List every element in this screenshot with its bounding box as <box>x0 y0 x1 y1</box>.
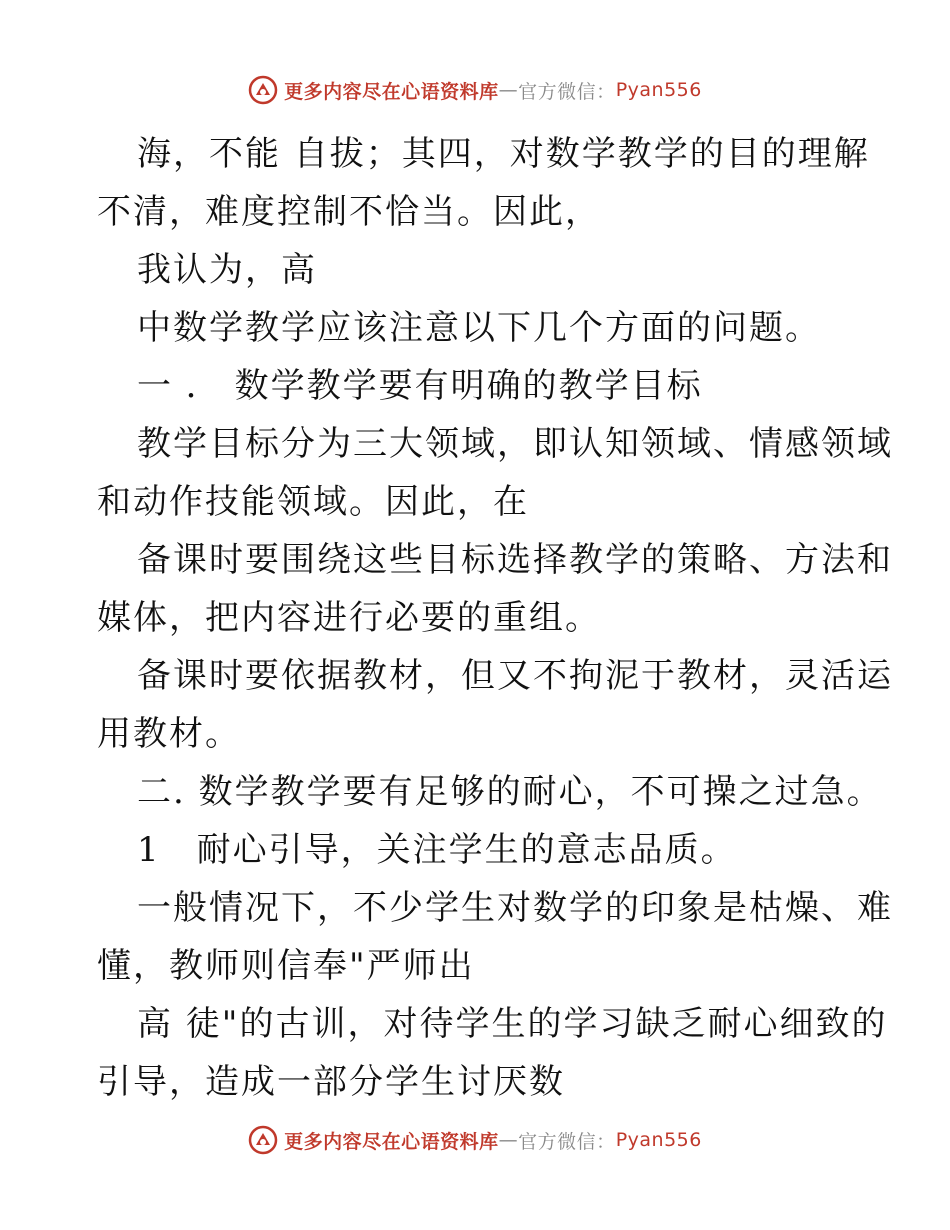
text-line: 一般情况下，不少学生对数学的印象是枯燥、难 <box>137 888 893 928</box>
footer-wechat-label: 官方微信： <box>518 1130 616 1153</box>
header-site-name: 更多内容尽在心语资料库 <box>284 80 499 103</box>
subsection-heading-1: 1 耐心引导，关注学生的意志品质。 <box>137 830 737 870</box>
text-line: 海，不能 自拔；其四，对数学教学的目的理解 <box>137 134 870 174</box>
document-body <box>97 125 893 1111</box>
footer-wechat-account: Pyan556 <box>615 1129 702 1151</box>
text-line: 不清，难度控制不恰当。因此， <box>97 192 601 232</box>
text-line: 引导，造成一部分学生讨厌数 <box>97 1062 565 1102</box>
text-line: 备课时要依据教材，但又不拘泥于教材，灵活运 <box>137 656 893 696</box>
text-line: 和动作技能领域。因此，在 <box>97 482 529 522</box>
text-line: 媒体，把内容进行必要的重组。 <box>97 598 601 638</box>
footer-dash: — <box>498 1129 519 1151</box>
footer-site-name: 更多内容尽在心语资料库 <box>284 1130 499 1153</box>
header-banner <box>0 70 950 110</box>
text-line: 教学目标分为三大领域，即认知领域、情感领域 <box>137 424 893 464</box>
header-wechat-label: 官方微信： <box>518 80 616 103</box>
text-line: 备课时要围绕这些目标选择教学的策略、方法和 <box>137 540 893 580</box>
header-dash: — <box>498 79 519 101</box>
section-heading-2: 二. 数学教学要有足够的耐心，不可操之过急。 <box>137 772 883 812</box>
section-heading-1: 一 ． 数学教学要有明确的教学目标 <box>137 366 703 406</box>
text-line: 高 徒"的古训，对待学生的学习缺乏耐心细致的 <box>137 1004 888 1044</box>
text-line: 懂，教师则信奉"严师出 <box>97 946 475 986</box>
header-wechat-account: Pyan556 <box>615 79 702 101</box>
text-line: 中数学教学应该注意以下几个方面的问题。 <box>137 308 821 348</box>
brand-logo-icon <box>248 75 278 105</box>
text-line: 我认为，高 <box>137 250 317 290</box>
text-line: 用教材。 <box>97 714 241 754</box>
footer-banner <box>0 1120 950 1160</box>
brand-logo-icon <box>248 1125 278 1155</box>
